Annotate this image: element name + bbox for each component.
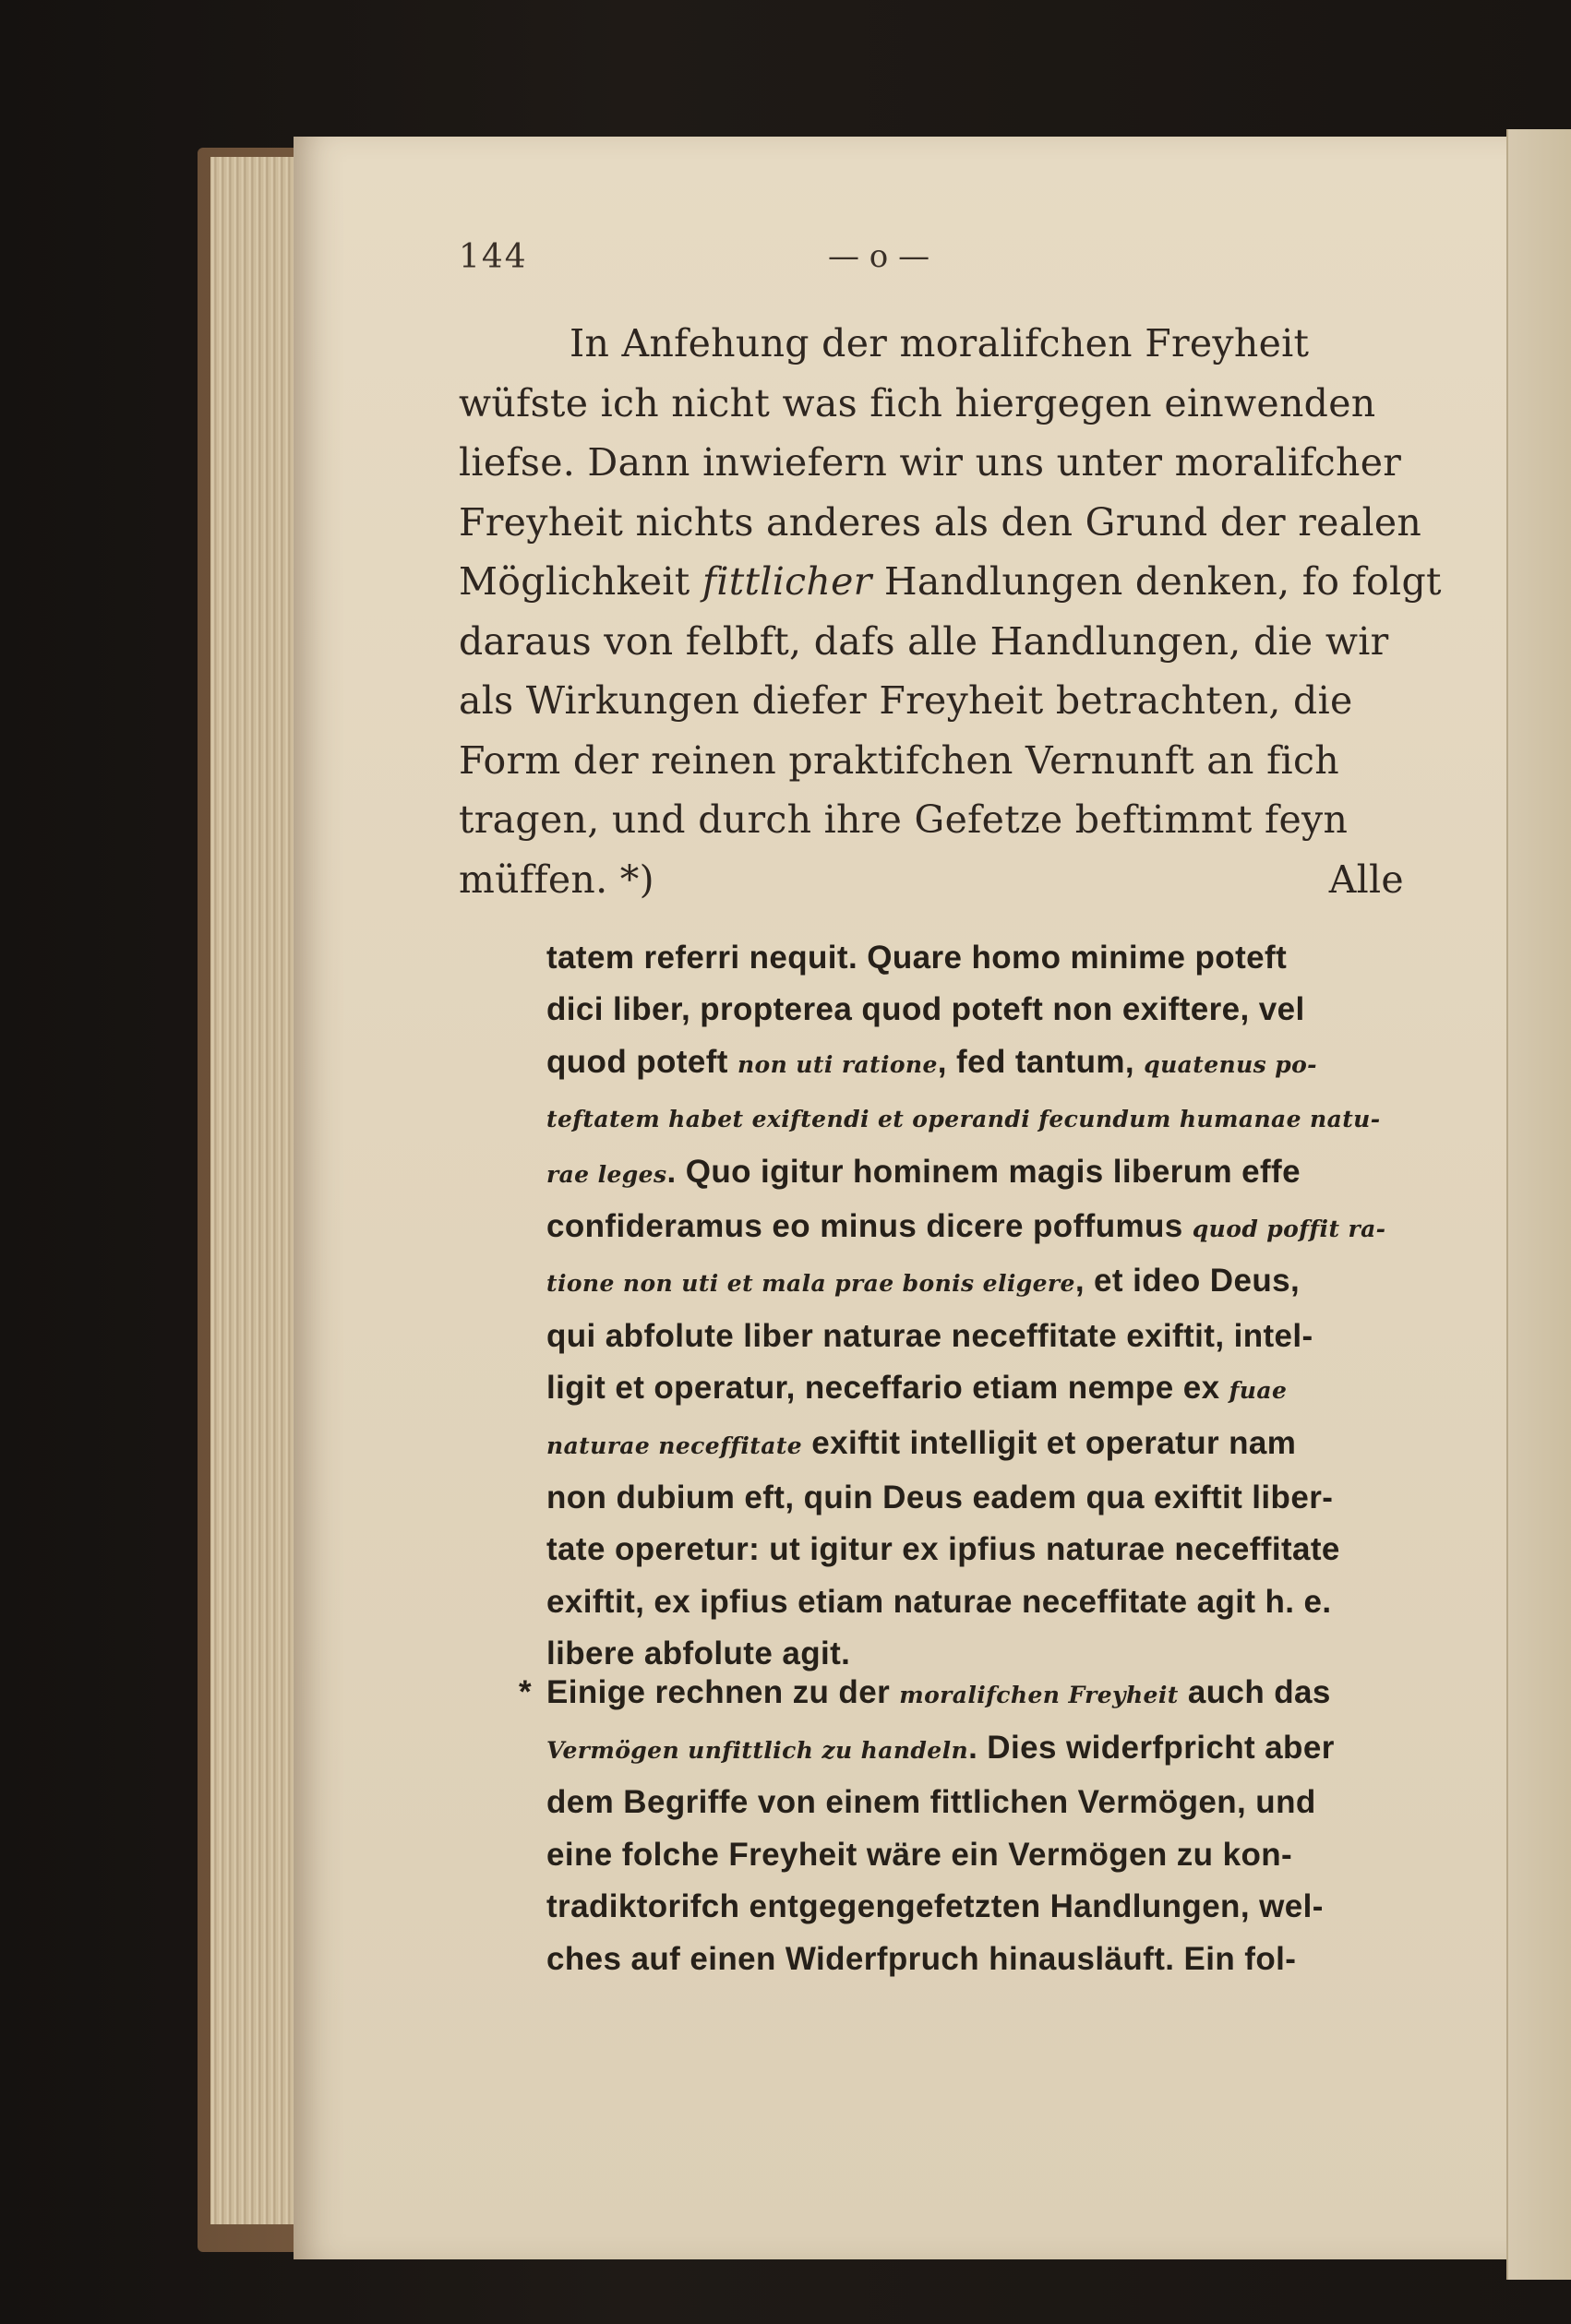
main-line: als Wirkungen diefer Freyheit betrachten, die (459, 678, 1353, 723)
footnote-line: Vermögen unfittlich zu handeln. Dies widerfpricht aber (546, 1729, 1335, 1766)
note-line: tate operetur: ut igitur ex ipfius naturae neceffitate (546, 1531, 1340, 1568)
note-line: naturae neceffitate exiftit intelligit et operatur nam (546, 1424, 1297, 1461)
main-line: Freyheit nichts anderes als den Grund der realen (459, 499, 1422, 545)
page-number: 144 (459, 238, 528, 276)
footnote-line: ches auf einen Widerfpruch hinausläuft. Ein fol- (546, 1940, 1297, 1977)
main-line: Form der reinen praktifchen Vernunft an fich (459, 737, 1339, 783)
main-line: Möglichkeit fittlicher Handlungen denken, fo folgt (459, 559, 1442, 604)
header-ornament: — o — (828, 238, 930, 275)
note-line: qui abfolute liber naturae neceffitate exiftit, intel- (546, 1317, 1313, 1354)
main-line: In Anfehung der moralifchen Freyheit (570, 321, 1310, 365)
footnote-line: tradiktorifch entgegengefetzten Handlungen, wel- (546, 1888, 1324, 1925)
main-line: wüfste ich nicht was fich hiergegen einwenden (459, 380, 1376, 425)
latin-note (546, 932, 1414, 1681)
footnote-line: dem Begriffe von einem fittlichen Vermögen, und (546, 1784, 1316, 1821)
note-line: tione non uti et mala prae bonis eligere, et ideo Deus, (546, 1263, 1301, 1300)
main-line: daraus von felbft, dafs alle Handlungen, die wir (459, 618, 1389, 664)
page-header (459, 238, 1382, 293)
main-paragraph (459, 314, 1442, 909)
main-line: müffen. *) Alle (459, 857, 1404, 902)
note-line: libere abfolute agit. (546, 1635, 851, 1672)
note-line: ligit et operatur, neceffario etiam nempe ex fuae (546, 1370, 1288, 1407)
main-line: liefse. Dann inwiefern wir uns unter moralifcher (459, 440, 1402, 485)
note-line: tatem referri nequit. Quare homo minime poteft (546, 940, 1288, 976)
note-line: rae leges. Quo igitur hominem magis liberum effe (546, 1153, 1301, 1190)
note-line: teftatem habet exiftendi et operandi fecundum humanae natu- (546, 1106, 1381, 1133)
footnote (519, 1667, 1405, 1986)
facing-page-edge (1506, 129, 1571, 2280)
page-edges (210, 157, 298, 2224)
footnote-line: eine folche Freyheit wäre ein Vermögen zu kon- (546, 1836, 1293, 1873)
note-line: exiftit, ex ipfius etiam naturae neceffitate agit h. e. (546, 1583, 1332, 1620)
footnote-line: * Einige rechnen zu der moralifchen Freyheit auch das (519, 1667, 1405, 1722)
note-line: quod poteft non uti ratione, fed tantum, quatenus po- (546, 1043, 1317, 1080)
main-line: tragen, und durch ihre Gefetze beftimmt feyn (459, 797, 1349, 842)
note-line: non dubium eft, quin Deus eadem qua exiftit liber- (546, 1479, 1334, 1516)
footnote-mark: * (519, 1674, 533, 1710)
note-line: confideramus eo minus dicere poffumus quod poffit ra- (546, 1208, 1386, 1245)
note-line: dici liber, propterea quod poteft non exiftere, vel (546, 991, 1305, 1028)
